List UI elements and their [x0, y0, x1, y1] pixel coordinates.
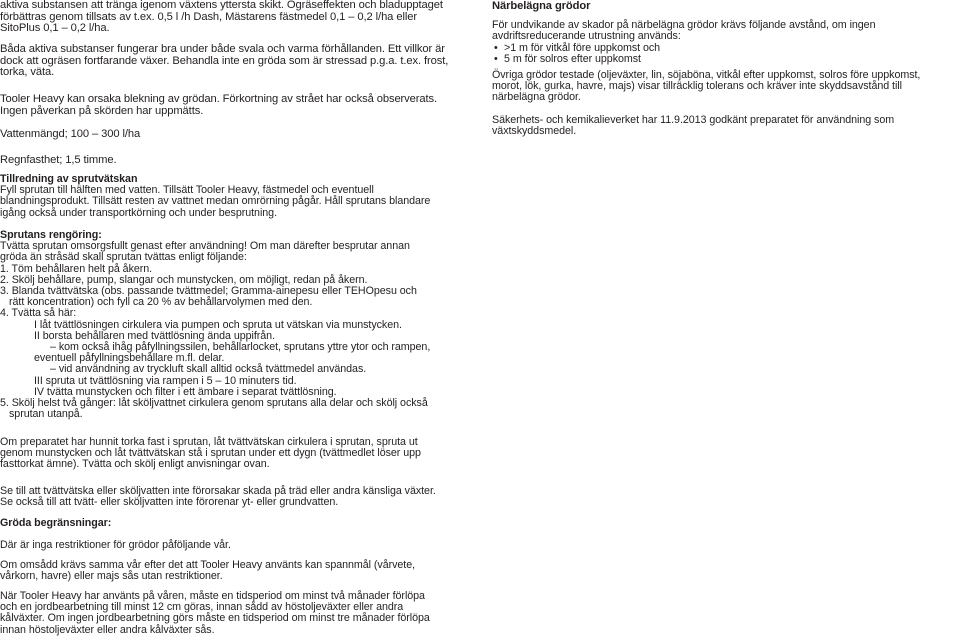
text-line: Ingen påverkan på skörden har uppmätts. — [0, 104, 204, 117]
cleaning-section — [0, 230, 473, 420]
dried-residue-paragraph — [0, 437, 473, 471]
approval-paragraph — [492, 115, 960, 137]
text-line: Säkerhets- och kemikalieverket har 11.9.2013 godkänt preparatet för användning som — [492, 114, 895, 126]
text-line: Övriga grödor testade (oljeväxter, lin, söjaböna, vitkål efter uppkomst, solros före uppkomst, — [492, 69, 921, 81]
bleaching-paragraph — [0, 94, 437, 117]
text-line: aktiva substansen att tränga igenom växtens yttersta skikt. Ogräseffekten och bladupptaget — [0, 0, 443, 11]
autumn-crops-paragraph — [0, 591, 473, 636]
cleaning-heading: Sprutans rengöring: — [0, 229, 102, 241]
cleaning-step: 4. Tvätta så här: — [0, 307, 77, 320]
cleaning-step-continued: sprutan utanpå. — [9, 408, 83, 421]
text-line: För undvikande av skador på närbelägna grödor krävs följande avstånd, om ingen — [492, 19, 876, 31]
text-line: avdriftsreducerande utrustning används: — [492, 30, 681, 43]
text-line: Fyll sprutan till hälften med vatten. Tillsätt Tooler Heavy, fästmedel och eventuell — [0, 184, 374, 197]
cleaning-substep: III spruta ut tvättlösning via rampen i 5 – 10 minuters tid. — [34, 374, 297, 387]
cleaning-note: – kom också ihåg påfyllningssilen, behållarlocket, sprutans yttre ytor och rampen, — [50, 341, 431, 354]
rainfastness: Regnfasthet; 1,5 timme. — [0, 154, 117, 166]
other-crops-paragraph — [492, 70, 960, 104]
cleaning-step-continued: rätt koncentration) och fyll ca 20 % av behållarvolymen med den. — [9, 296, 313, 309]
text-line: och en jordbearbetning till minst 12 cm göras, innan sådd av höstoljeväxter eller andra — [0, 601, 404, 614]
water-amount: Vattenmängd; 100 – 300 l/ha — [0, 128, 141, 140]
crop-restrictions-heading: Gröda begränsningar: — [0, 517, 112, 529]
cleaning-note-continued: eventuell påfyllningsbehållare m.fl. delar. — [34, 352, 225, 365]
text-line: växtskyddsmedel. — [492, 125, 577, 138]
text-line: Om omsådd krävs samma vår efter det att Tooler Heavy använts kan spannmål (vårvete, — [0, 559, 416, 571]
disposal-paragraph — [0, 486, 473, 508]
nearby-crops-heading: Närbelägna grödor — [492, 0, 591, 12]
crop-restrictions-none: Där är inga restriktioner för grödor påföljande vår. — [0, 539, 231, 551]
text-line: gröda än stråsäd skall sprutan tvättas enligt följande: — [0, 251, 247, 264]
cleaning-step: 2. Skölj behållare, pump, slangar och munstycken, om möjligt, redan på åkern. — [0, 273, 368, 286]
text-line: Se till att tvättvätska eller sköljvatten inte förorsakar skada på träd eller andra känsliga växter. — [0, 485, 436, 497]
text-line: fasttorkat ämne). Tvätta och skölj enligt anvisningar ovan. — [0, 458, 270, 471]
text-line: närbelägna grödor. — [492, 91, 581, 104]
text-line: vårkorn, havre) eller majs sås utan restriktioner. — [0, 570, 223, 583]
cleaning-step: 5. Skölj helst två gånger: låt sköljvattnet cirkulera genom sprutans alla delar och skölj också — [0, 397, 428, 410]
text-line: blandningsprodukt. Tillsätt resten av vattnet medan omrörning pågår. Håll sprutans blandare — [0, 195, 431, 208]
cleaning-substep: IV tvätta munstycken och filter i ett ämbare i separat tvättlösning. — [34, 385, 337, 398]
text-line: När Tooler Heavy har använts på våren, måste en tidsperiod om minst två månader förlöpa — [0, 590, 425, 602]
preparation-heading: Tillredning av sprutvätskan — [0, 173, 138, 185]
distance-list — [492, 43, 660, 65]
text-line: förbättras genom tillsats av t.ex. 0,5 l /h Dash, Mästarens fästmedel 0,1 – 0,2 l/ha eller — [0, 10, 417, 23]
text-line: dock att ogräsen fortfarande växer. Behandla inte en gröda som är stressad p.g.a. t.ex. frost, — [0, 54, 449, 67]
cleaning-note: – vid användning av tryckluft skall alltid också tvättmedel användas. — [50, 363, 367, 376]
text-line: Tvätta sprutan omsorgsfullt genast efter användning! Om man därefter besprutar annan — [0, 240, 410, 253]
both-active-paragraph — [0, 44, 448, 79]
text-line: SitoPlus 0,1 – 0,2 l/ha. — [0, 22, 110, 35]
cleaning-step: 3. Blanda tvättvätska (obs. passande tvättmedel; Gramma-ainepesu eller TEHOpesu och — [0, 285, 417, 298]
text-line: genom munstycken och låt tvättvätskan stå i sprutan under ett dygn (tvättmedlet löser upp — [0, 447, 421, 460]
intro-paragraph — [0, 0, 443, 35]
text-line: Båda aktiva substanser fungerar bra under både svala och varma förhållanden. Ett villkor är — [0, 43, 445, 55]
distance-list-item: • >1 m för vitkål före uppkomst och — [492, 43, 660, 54]
text-line: morot, lök, gurka, havre, majs) visar tillräcklig tolerans och kräver inte skyddsavstånd till — [492, 80, 902, 93]
distance-list-item: • 5 m för solros efter uppkomst — [492, 54, 660, 65]
text-line: torka, väta. — [0, 66, 55, 79]
text-line: kålväxter. Om ingen jordbearbetning görs måste en tidsperiod om minst tre månader förlöpa — [0, 612, 430, 625]
text-line: Tooler Heavy kan orsaka blekning av grödan. Förkortning av strået har också observerats. — [0, 93, 438, 105]
text-line: igång också under transportkörning och under besprutning. — [0, 206, 277, 219]
cleaning-step: 1. Töm behållaren helt på åkern. — [0, 262, 153, 275]
nearby-crops-intro — [492, 20, 960, 42]
text-line: Se också till att tvätt- eller sköljvatten inte förorenar yt- eller grundvatten. — [0, 496, 339, 509]
cleaning-substep: II borsta behållaren med tvättlösning ända uppifrån. — [34, 329, 275, 342]
preparation-section — [0, 174, 473, 219]
text-line: innan höstoljeväxter eller andra kålväxter sås. — [0, 623, 215, 636]
cleaning-substep: I låt tvättlösningen cirkulera via pumpen och spruta ut vätskan via munstycken. — [34, 318, 402, 331]
resow-paragraph — [0, 560, 473, 582]
text-line: Om preparatet har hunnit torka fast i sprutan, låt tvättvätskan cirkulera i sprutan, spruta ut — [0, 436, 418, 448]
